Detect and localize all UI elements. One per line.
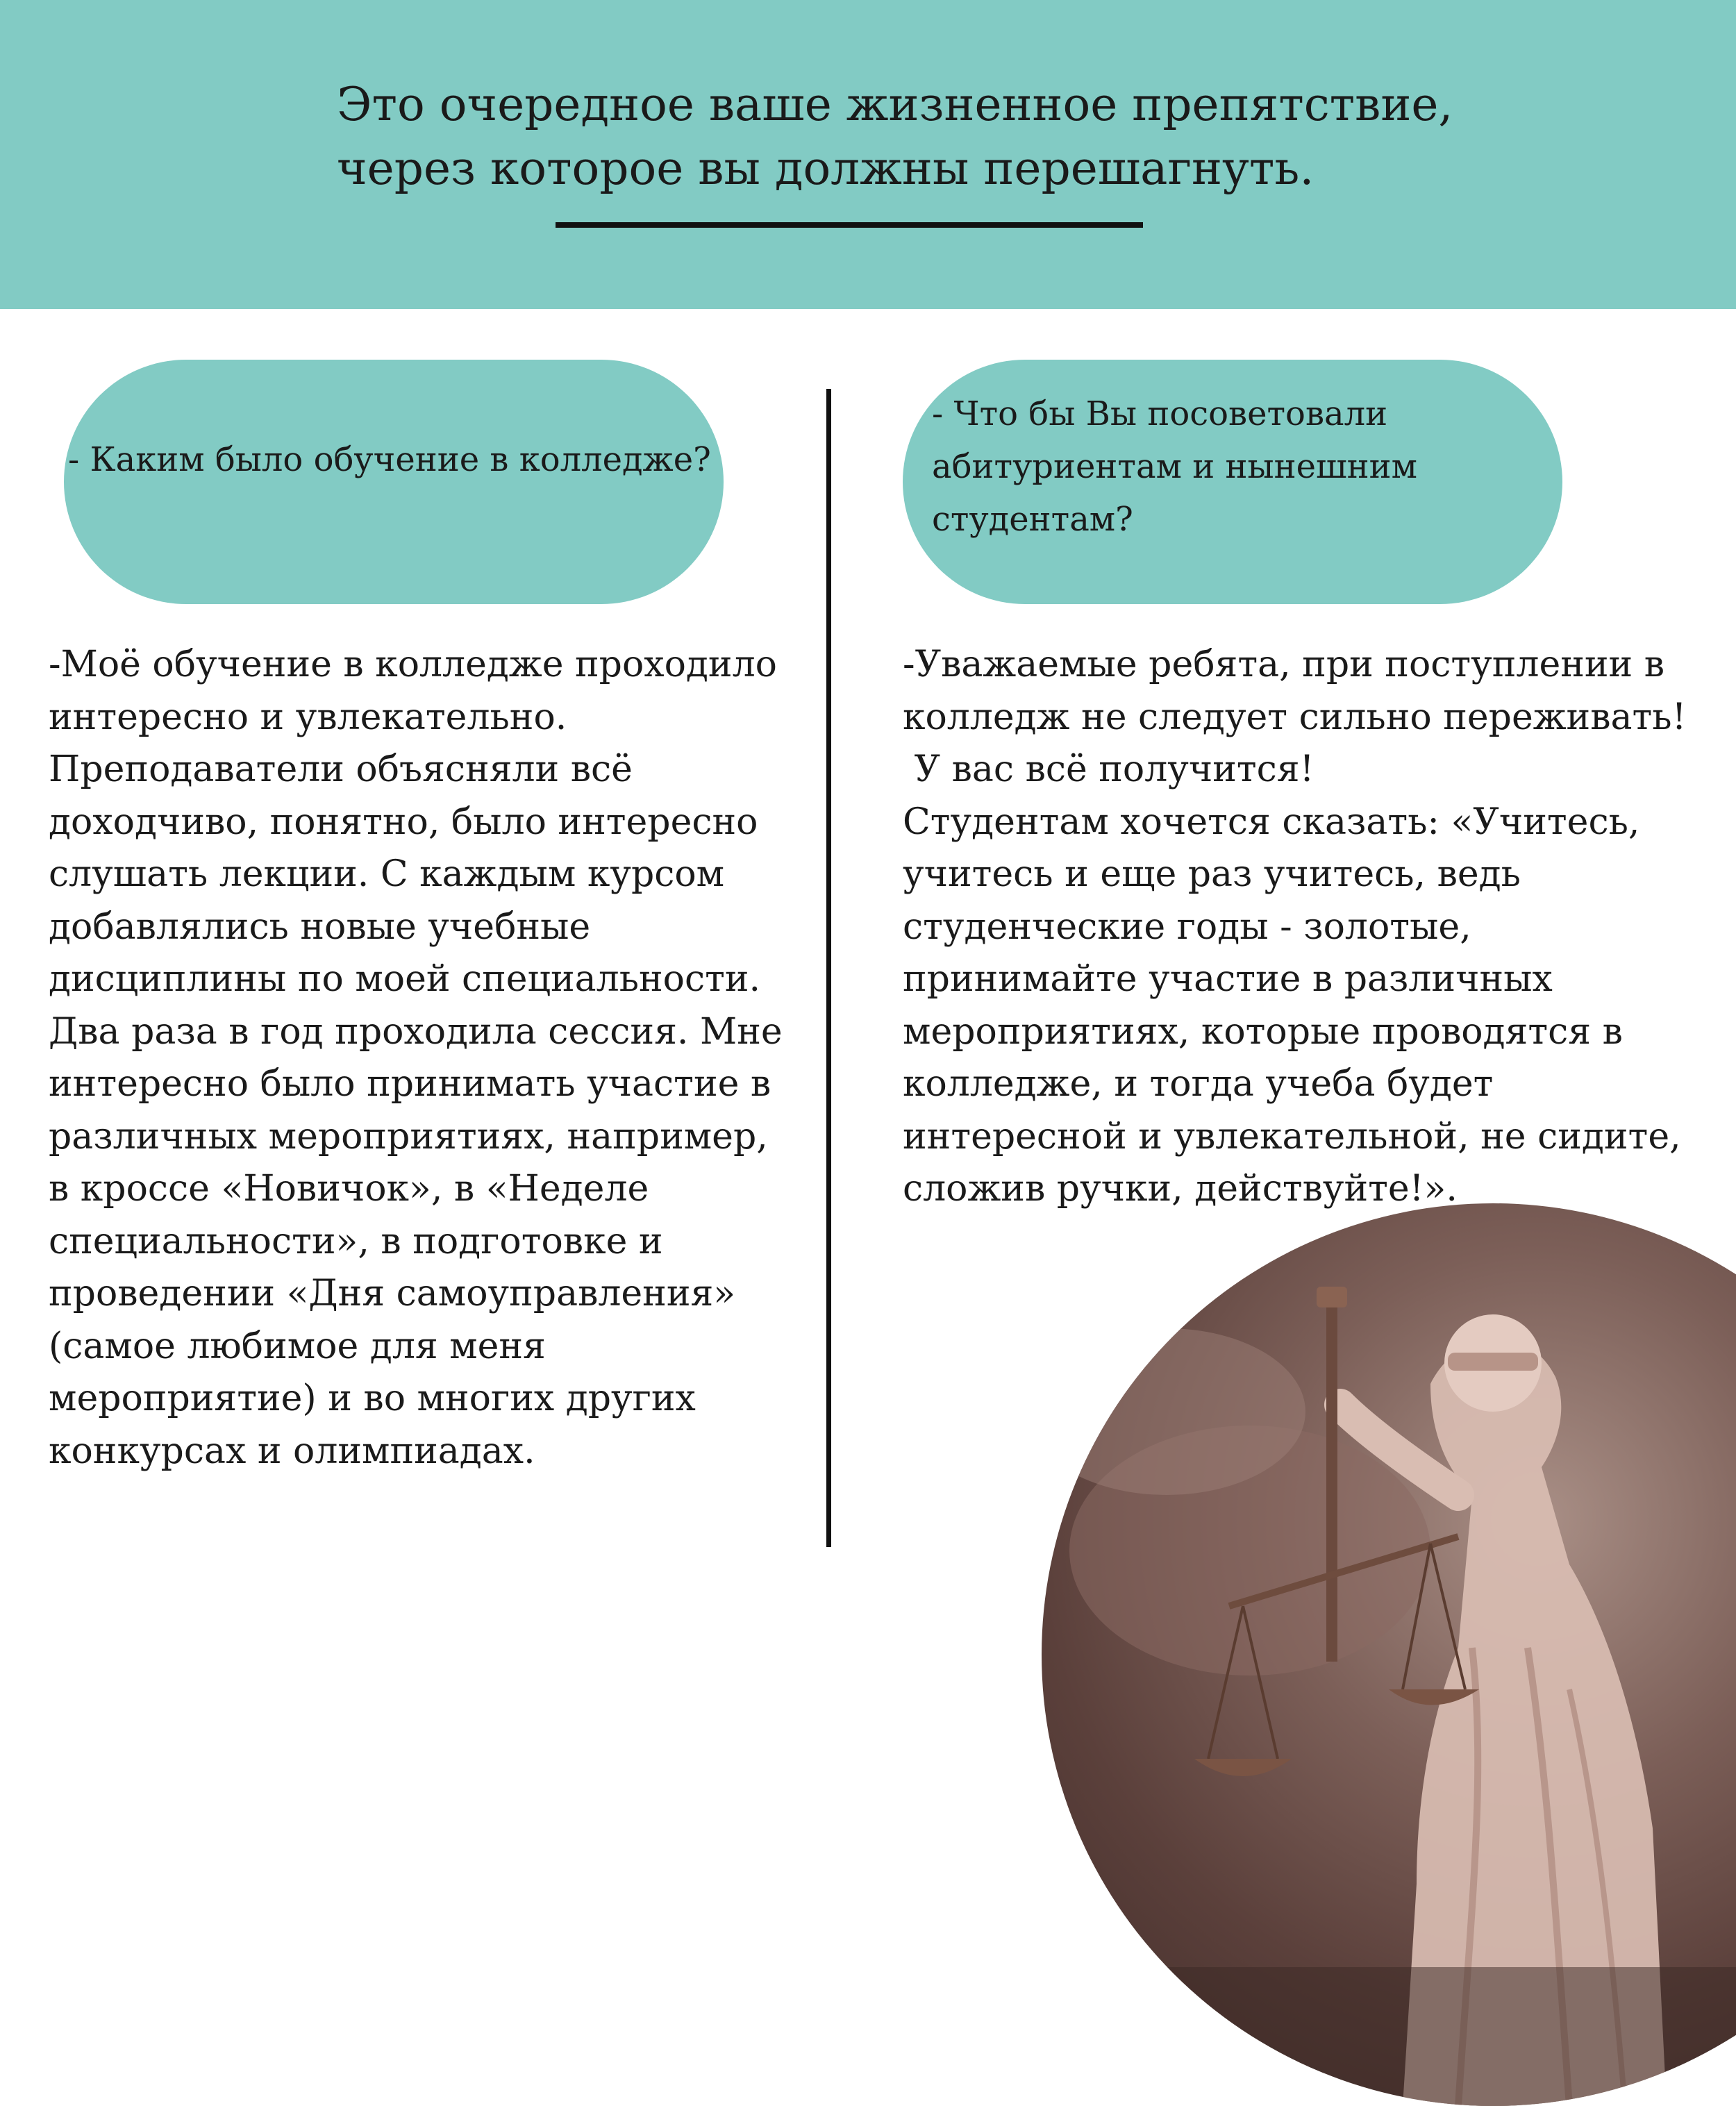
question-pill-right (903, 360, 1562, 604)
answer-right-line: студенческие годы - золотые, (903, 905, 1471, 948)
answer-left-line: доходчиво, понятно, было интересно (49, 801, 758, 843)
answer-right-line: сложив ручки, действуйте!». (903, 1168, 1458, 1210)
answer-right-line: -Уважаемые ребята, при поступлении в (903, 644, 1665, 685)
answer-right-line: учитесь и еще раз учитесь, ведь (903, 853, 1521, 895)
answer-left-line: слушать лекции. С каждым курсом (49, 853, 725, 895)
answer-left-line: интересно и увлекательно. (49, 696, 567, 738)
answer-left-line: проведении «Дня самоуправления» (49, 1273, 736, 1314)
header-title-line-1: Это очередное ваше жизненное препятствие, (337, 78, 1453, 131)
lady-justice-photo (1042, 1203, 1736, 2106)
answer-left-line: в кроссе «Новичок», в «Неделе (49, 1168, 649, 1210)
answer-left-line: конкурсах и олимпиадах. (49, 1430, 535, 1472)
question-right-line-2: абитуриентам и нынешним (932, 447, 1417, 486)
answer-left (49, 639, 783, 1478)
answer-left-line: Два раза в год проходила сессия. Мне (49, 1010, 783, 1053)
answer-left-line: различных мероприятиях, например, (49, 1115, 768, 1158)
question-pill-left (64, 360, 724, 604)
answer-left-line: интересно было принимать участие в (49, 1063, 771, 1105)
question-right-text (932, 387, 1417, 546)
answer-right (903, 639, 1686, 1216)
header-title (337, 73, 1453, 201)
question-left-text: - Каким было обучение в колледже? (68, 440, 711, 479)
header-title-line-2: через которое вы должны перешагнуть. (337, 142, 1314, 195)
answer-right-line: интересной и увлекательной, не сидите, (903, 1115, 1681, 1158)
answer-right-line: Студентам хочется сказать: «Учитесь, (903, 801, 1640, 843)
header-underline (556, 222, 1143, 228)
answer-left-line: -Моё обучение в колледже проходило (49, 644, 777, 685)
lady-justice-statue-icon (1042, 1203, 1736, 2106)
answer-right-line: колледже, и тогда учеба будет (903, 1063, 1494, 1105)
answer-right-line: колледж не следует сильно переживать! (903, 696, 1687, 738)
question-right-line-1: - Что бы Вы посоветовали (932, 394, 1388, 433)
column-divider (826, 389, 831, 1547)
question-right-line-3: студентам? (932, 500, 1133, 539)
answer-right-line: У вас всё получится! (903, 749, 1314, 790)
answer-left-line: дисциплины по моей специальности. (49, 958, 761, 1000)
answer-right-line: мероприятиях, которые проводятся в (903, 1010, 1623, 1053)
answer-right-line: принимайте участие в различных (903, 958, 1553, 1000)
answer-left-line: Преподаватели объясняли всё (49, 749, 633, 790)
answer-left-line: добавлялись новые учебные (49, 905, 591, 948)
answer-left-line: мероприятие) и во многих других (49, 1378, 696, 1419)
answer-left-line: (самое любимое для меня (49, 1325, 546, 1367)
answer-left-line: специальности», в подготовке и (49, 1220, 663, 1262)
